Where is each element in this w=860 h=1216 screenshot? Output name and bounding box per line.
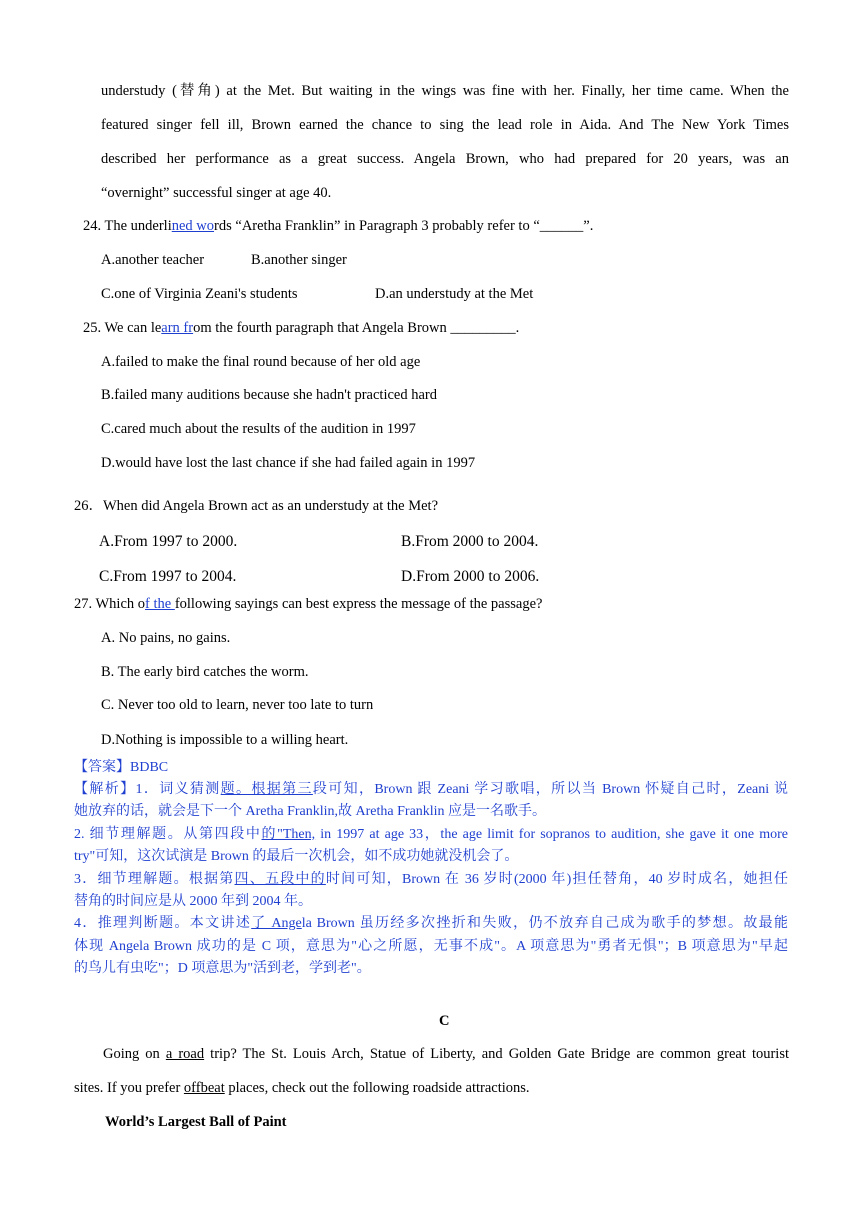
passage-line: understudy (替角) at the Met. But waiting in the wings was fine with her. Finally, her time came. When the — [101, 83, 789, 99]
underlined-phrase: offbeat — [183, 1080, 225, 1096]
analysis-1-line — [74, 780, 788, 800]
analysis-underlined: 了 Ange — [251, 916, 302, 931]
q27-option-c: C. Never too old to learn, never too late to turn — [101, 697, 374, 713]
analysis-3-line — [74, 870, 788, 890]
paragraph-text: trip? The St. Louis Arch, Statue of Liberty, and Golden Gate Bridge are common great tourist — [204, 1046, 790, 1062]
question-25-stem — [83, 318, 519, 338]
q27-option-b: B. The early bird catches the worm. — [101, 664, 309, 680]
analysis-text: 2. 细节理解题。从第四段中 — [74, 827, 262, 842]
analysis-2-line — [74, 825, 788, 845]
stem-text: om the fourth paragraph that Angela Brown _________. — [193, 320, 520, 336]
q26-option-b: B.From 2000 to 2004. — [401, 533, 539, 550]
q26-option-a: A.From 1997 to 2000. — [99, 533, 238, 550]
q24-option-c: C.one of Virginia Zeani's students — [101, 286, 298, 302]
stem-text: 27. Which o — [74, 596, 146, 612]
q24-option-d: D.an understudy at the Met — [375, 286, 534, 302]
q24-option-b: B.another singer — [251, 252, 347, 268]
analysis-text: 3．细节理解题。根据第 — [74, 872, 235, 887]
stem-text: 25. We can le — [83, 320, 162, 336]
section-c-paragraph-line — [103, 1044, 789, 1064]
underlined-phrase: a road — [165, 1046, 205, 1062]
paragraph-text: Going on — [103, 1046, 166, 1062]
attraction-subheading: World’s Largest Ball of Paint — [105, 1114, 287, 1130]
analysis-underlined: 题。根据第三 — [220, 782, 313, 797]
stem-text: 24. The underli — [83, 218, 172, 234]
stem-text: following sayings can best express the message of the passage? — [174, 596, 543, 612]
q25-option-a: A.failed to make the final round because of her old age — [101, 354, 421, 370]
answer-key: 【答案】BDBC — [74, 760, 169, 775]
q27-option-a: A. No pains, no gains. — [101, 630, 231, 646]
analysis-3-line: 替角的时间应是从 2000 年到 2004 年。 — [74, 894, 312, 909]
analysis-text: 时间可知，Brown 在 36 岁时(2000 年)担任替角，40 岁时成名，她担任 — [325, 872, 788, 887]
stem-link[interactable]: f the — [145, 596, 175, 612]
stem-link[interactable]: arn fr — [161, 320, 194, 336]
section-heading: C — [439, 1013, 450, 1029]
question-24-stem — [83, 216, 593, 236]
q25-option-b: B.failed many auditions because she hadn't practiced hard — [101, 387, 437, 403]
paragraph-text: places, check out the following roadside attractions. — [224, 1080, 530, 1096]
analysis-underlined: 的"Then, — [261, 827, 316, 842]
q26-option-c: C.From 1997 to 2004. — [99, 568, 237, 585]
passage-line: featured singer fell ill, Brown earned the chance to sing the lead role in Aida. And The New York Times — [101, 117, 789, 133]
section-c-paragraph-line — [74, 1078, 530, 1098]
q26-option-d: D.From 2000 to 2006. — [401, 568, 540, 585]
analysis-text: la Brown 虽历经多次挫折和失败，仍不放弃自己成为歌手的梦想。故最能 — [301, 916, 789, 931]
analysis-text: in 1997 at age 33，the age limit for sopranos to audition, she gave it one more — [315, 827, 789, 842]
analysis-text: 【解析】1．词义猜测 — [74, 782, 221, 797]
q25-option-c: C.cared much about the results of the audition in 1997 — [101, 421, 416, 437]
question-26-stem: 26．When did Angela Brown act as an understudy at the Met? — [74, 498, 439, 514]
analysis-4-line: 体现 Angela Brown 成功的是 C 项，意思为"心之所愿，无事不成"。A 项意思为"勇者无惧"；B 项意思为"早起 — [74, 939, 788, 954]
stem-text: rds “Aretha Franklin” in Paragraph 3 probably refer to “______”. — [214, 218, 594, 234]
passage-line: described her performance as a great success. Angela Brown, who had prepared for 20 years, was an — [101, 151, 789, 167]
analysis-underlined: 四、五段中的 — [234, 872, 326, 887]
analysis-1-line: 她放弃的话，就会是下一个 Aretha Franklin,故 Aretha Franklin 应是一名歌手。 — [74, 804, 547, 819]
stem-link[interactable]: ned wo — [171, 218, 215, 234]
q25-option-d: D.would have lost the last chance if she had failed again in 1997 — [101, 455, 476, 471]
analysis-4-line: 的鸟儿有虫吃"；D 项意思为"活到老，学到老"。 — [74, 961, 371, 976]
paragraph-text: sites. If you prefer — [74, 1080, 184, 1096]
analysis-2-line: try"可知，这次试演是 Brown 的最后一次机会，如不成功她就没机会了。 — [74, 849, 519, 864]
q27-option-d: D.Nothing is impossible to a willing heart. — [101, 732, 349, 748]
q24-option-a: A.another teacher — [101, 252, 205, 268]
question-27-stem — [74, 594, 542, 614]
analysis-4-line — [74, 914, 788, 934]
analysis-text: 4．推理判断题。本文讲述 — [74, 916, 252, 931]
analysis-text: 段可知，Brown 跟 Zeani 学习歌唱，所以当 Brown 怀疑自己时，Zeani 说 — [312, 782, 788, 797]
passage-line: “overnight” successful singer at age 40. — [101, 185, 332, 201]
